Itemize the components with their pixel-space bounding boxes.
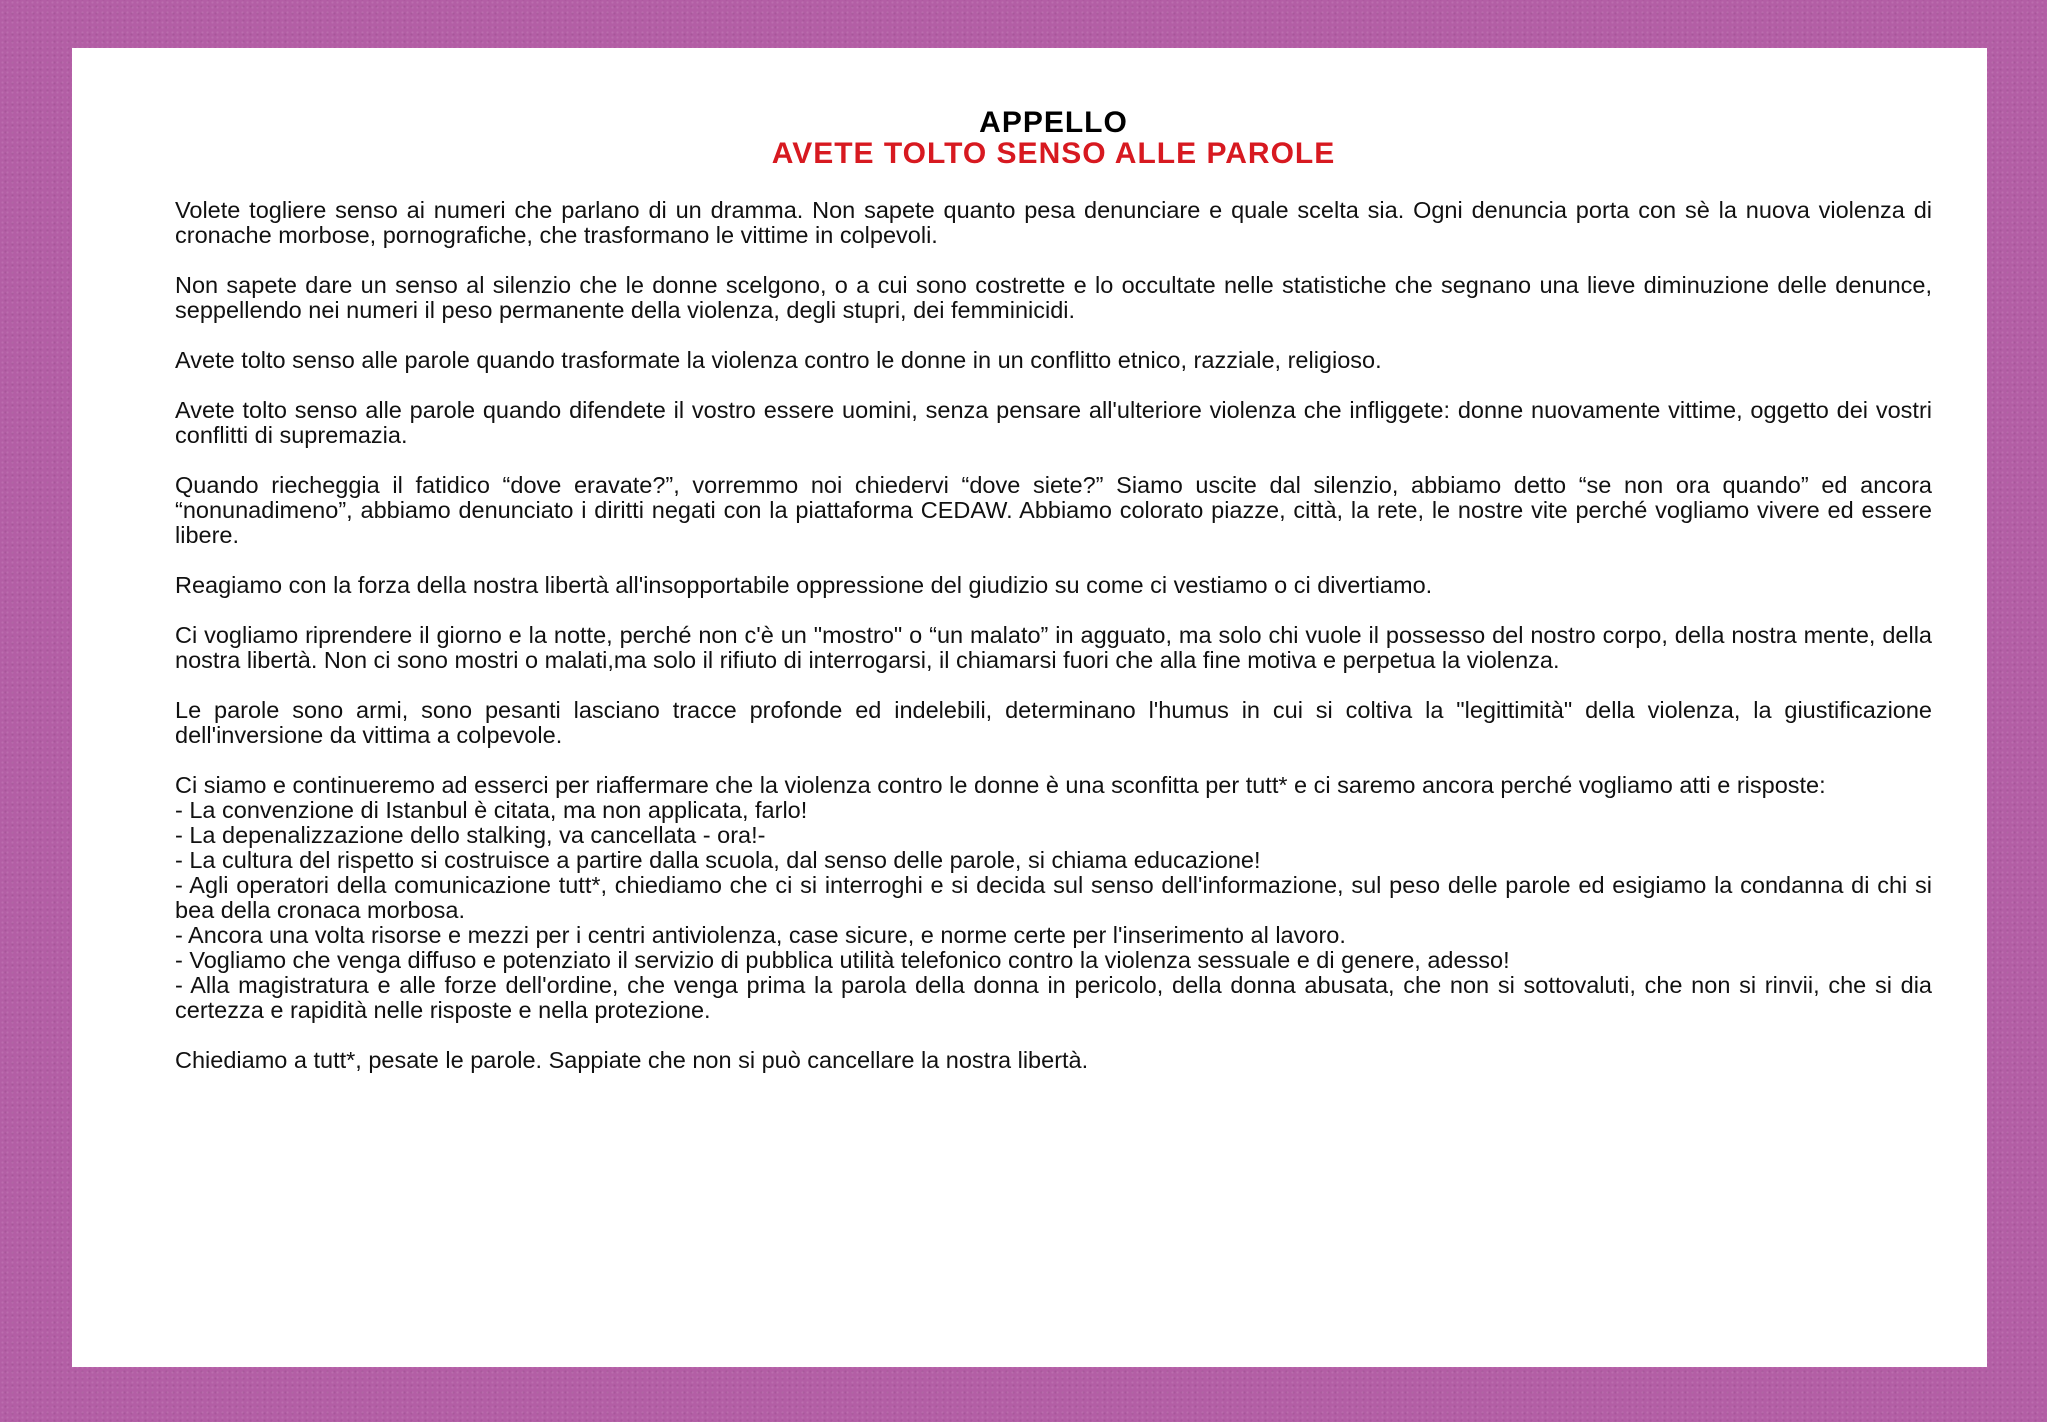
demand-item: - Vogliamo che venga diffuso e potenziato il servizio di pubblica utilità telefonico contro la violenza sessuale e di genere, adesso! bbox=[175, 947, 1510, 973]
demand-item: - Alla magistratura e alle forze dell'ordine, che venga prima la parola della donna in pericolo, della donna abusata, che non si sottovaluti, che non si rinvii, che si dia certezza e rapidità nelle risposte e nella protezione. bbox=[175, 972, 1932, 1023]
demands-intro: Ci siamo e continueremo ad esserci per riaffermare che la violenza contro le donne è una sconfitta per tutt* e ci saremo ancora perché vogliamo atti e risposte: bbox=[175, 772, 1826, 798]
demands-section bbox=[175, 773, 1932, 1023]
paragraph: Reagiamo con la forza della nostra libertà all'insopportabile oppressione del giudizio su come ci vestiamo o ci divertiamo. bbox=[175, 572, 1433, 598]
paragraph: Ci vogliamo riprendere il giorno e la notte, perché non c'è un "mostro" o “un malato” in agguato, ma solo chi vuole il possesso del nostro corpo, della nostra mente, della nostra libertà. Non ci sono mostri o malati,ma solo il rifiuto di interrogarsi, il chiamarsi fuori che alla fine motiva e perpetua la violenza. bbox=[175, 622, 1932, 673]
document-sheet bbox=[72, 48, 1987, 1367]
demand-item: - Ancora una volta risorse e mezzi per i centri antiviolenza, case sicure, e norme certe per l'inserimento al lavoro. bbox=[175, 922, 1346, 948]
demand-item: - La cultura del rispetto si costruisce a partire dalla scuola, dal senso delle parole, si chiama educazione! bbox=[175, 847, 1261, 873]
demand-item: - La convenzione di Istanbul è citata, ma non applicata, farlo! bbox=[175, 797, 808, 823]
closing-paragraph: Chiediamo a tutt*, pesate le parole. Sappiate che non si può cancellare la nostra libertà. bbox=[175, 1047, 1089, 1073]
document-title: APPELLO bbox=[979, 106, 1128, 139]
paragraph: Avete tolto senso alle parole quando difendete il vostro essere uomini, senza pensare all'ulteriore violenza che infliggete: donne nuovamente vittime, oggetto dei vostri conflitti di supremazia. bbox=[175, 397, 1932, 448]
document-subtitle: AVETE TOLTO SENSO ALLE PAROLE bbox=[771, 137, 1336, 170]
paragraph: Non sapete dare un senso al silenzio che le donne scelgono, o a cui sono costrette e lo occultate nelle statistiche che segnano una lieve diminuzione delle denunce, seppellendo nei numeri il peso permanente della violenza, degli stupri, dei femminicidi. bbox=[175, 272, 1932, 323]
document-header bbox=[175, 108, 1932, 170]
paragraph: Volete togliere senso ai numeri che parlano di un dramma. Non sapete quanto pesa denunciare e quale scelta sia. Ogni denuncia porta con sè la nuova violenza di cronache morbose, pornografiche, che trasformano le vittime in colpevoli. bbox=[175, 197, 1932, 248]
paragraph: Quando riecheggia il fatidico “dove eravate?”, vorremmo noi chiedervi “dove siete?” Siamo uscite dal silenzio, abbiamo detto “se non ora quando” ed ancora “nonunadimeno”, abbiamo denunciato i diritti negati con la piattaforma CEDAW. Abbiamo colorato piazze, città, la rete, le nostre vite perché vogliamo vivere ed essere libere. bbox=[175, 472, 1932, 548]
paragraph: Le parole sono armi, sono pesanti lasciano tracce profonde ed indelebili, determinano l'humus in cui si coltiva la "legittimità" della violenza, la giustificazione dell'inversione da vittima a colpevole. bbox=[175, 697, 1932, 748]
demand-item: - Agli operatori della comunicazione tutt*, chiediamo che ci si interroghi e si decida sul senso dell'informazione, sul peso delle parole ed esigiamo la condanna di chi si bea della cronaca morbosa. bbox=[175, 872, 1932, 923]
demand-item: - La depenalizzazione dello stalking, va cancellata - ora!- bbox=[175, 822, 766, 848]
paragraph: Avete tolto senso alle parole quando trasformate la violenza contro le donne in un conflitto etnico, razziale, religioso. bbox=[175, 347, 1382, 373]
document-body bbox=[175, 198, 1932, 1073]
demands-list bbox=[175, 798, 1932, 1023]
